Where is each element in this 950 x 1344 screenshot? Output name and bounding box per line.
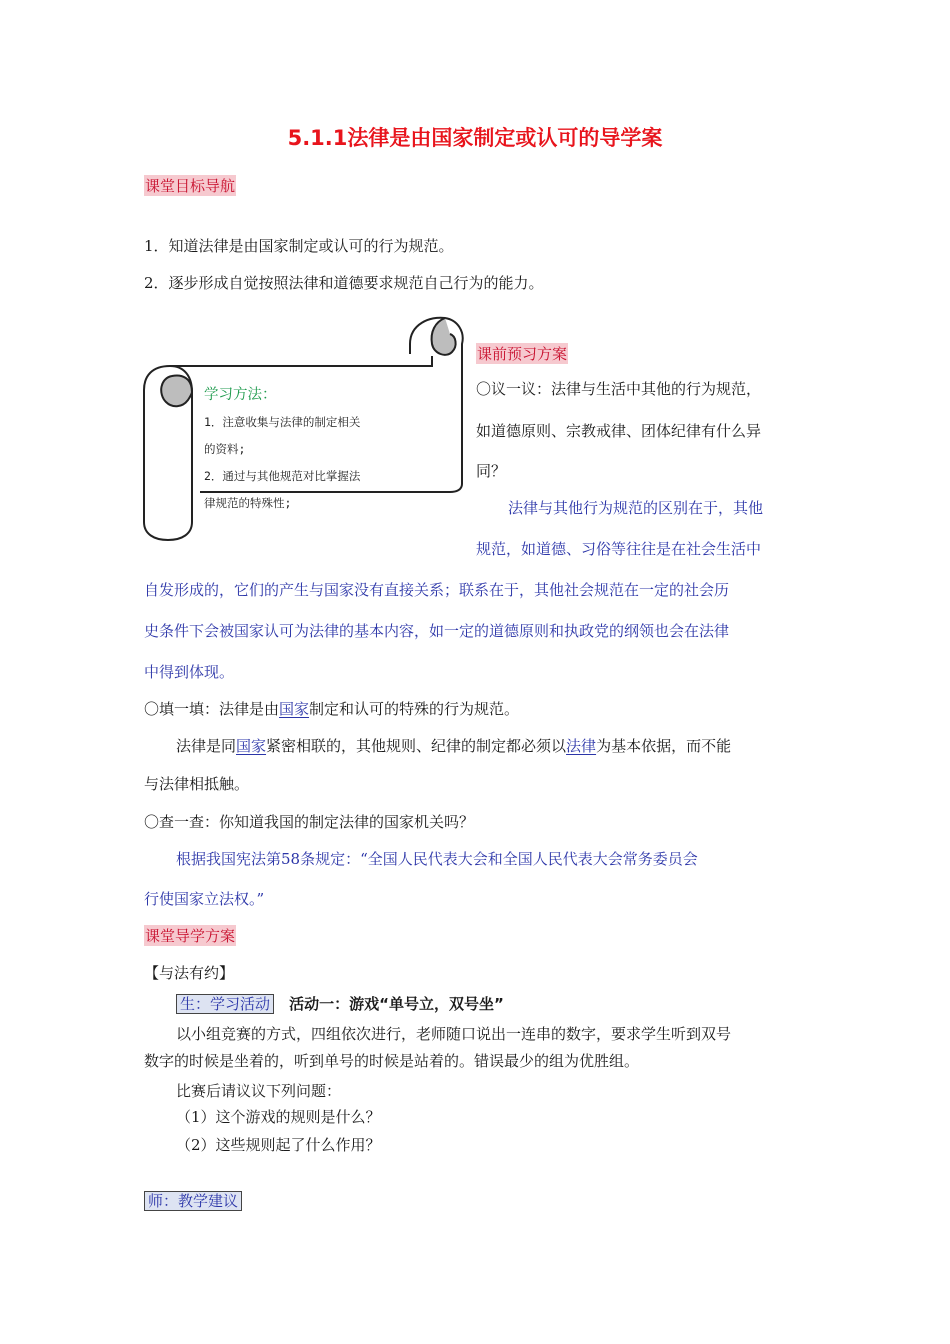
teacher-suggestion bbox=[144, 1190, 242, 1211]
discuss-question-line-3: 同？ bbox=[476, 462, 507, 480]
activity-paragraph-3: 比赛后请议议下列问题： bbox=[176, 1082, 342, 1100]
fill-text: 为基本依据，而不能 bbox=[596, 737, 732, 755]
check-answer-line-2: 行使国家立法权。” bbox=[144, 890, 265, 908]
fill-text: 〇填一填：法律是由 bbox=[144, 700, 280, 718]
activity-paragraph-2: 数字的时候是坐着的，听到单号的时候是站着的。错误最少的组为优胜组。 bbox=[144, 1052, 640, 1070]
fill-text: 法律是同 bbox=[176, 737, 237, 755]
fill-answer: 国家 bbox=[279, 700, 310, 718]
section-preview-heading: 课前预习方案 bbox=[477, 345, 568, 363]
fill-text: 紧密相联的，其他规则、纪律的制定都必须以 bbox=[266, 737, 567, 755]
scroll-line-1: 1．注意收集与法律的制定相关 bbox=[204, 415, 361, 429]
goal-item-2: 2．逐步形成自觉按照法律和道德要求规范自己行为的能力。 bbox=[144, 274, 544, 292]
fill-text: 制定和认可的特殊的行为规范。 bbox=[309, 700, 520, 718]
discuss-question-line-1: 〇议一议：法律与生活中其他的行为规范， bbox=[476, 380, 762, 398]
activity-question-2: （2）这些规则起了什么作用？ bbox=[176, 1136, 381, 1154]
fill-line-3: 与法律相抵触。 bbox=[144, 775, 250, 793]
activity-name: 活动一：游戏“单号立，双号坐” bbox=[289, 995, 504, 1013]
fill-answer: 法律 bbox=[566, 737, 597, 755]
teacher-suggestion-label: 师：教学建议 bbox=[144, 1191, 242, 1211]
scroll-heading: 学习方法： bbox=[204, 387, 277, 403]
fill-answer: 国家 bbox=[236, 737, 267, 755]
goal-item-1: 1．知道法律是由国家制定或认可的行为规范。 bbox=[144, 237, 454, 255]
discuss-answer-line-3: 自发形成的，它们的产生与国家没有直接关系；联系在于，其他社会规范在一定的社会历 bbox=[144, 581, 730, 599]
scroll-line-4: 律规范的特殊性; bbox=[204, 496, 292, 510]
section-goals-heading: 课堂目标导航 bbox=[145, 177, 236, 195]
discuss-answer-line-2: 规范，如道德、习俗等往往是在社会生活中 bbox=[476, 540, 762, 558]
fill-line-1 bbox=[144, 698, 519, 719]
discuss-answer-line-1: 法律与其他行为规范的区别在于，其他 bbox=[508, 499, 764, 517]
activity-header bbox=[176, 993, 504, 1014]
discuss-question-line-2: 如道德原则、宗教戒律、团体纪律有什么异 bbox=[476, 422, 762, 440]
scroll-line-3: 2．通过与其他规范对比掌握法 bbox=[204, 469, 361, 483]
check-answer-line-1: 根据我国宪法第58条规定：“全国人民代表大会和全国人民代表大会常务委员会 bbox=[176, 850, 698, 868]
page-title: 5.1.1法律是由国家制定或认可的导学案 bbox=[287, 126, 663, 150]
discuss-answer-line-5: 中得到体现。 bbox=[144, 663, 235, 681]
activity-paragraph-1: 以小组竞赛的方式，四组依次进行，老师随口说出一连串的数字，要求学生听到双号 bbox=[176, 1025, 732, 1043]
student-activity-label: 生：学习活动 bbox=[176, 994, 274, 1014]
activity-question-1: （1）这个游戏的规则是什么？ bbox=[176, 1108, 381, 1126]
scroll-line-2: 的资料; bbox=[204, 442, 246, 456]
check-question: 〇查一查：你知道我国的制定法律的国家机关吗？ bbox=[144, 813, 475, 831]
section-guide-heading: 课堂导学方案 bbox=[145, 927, 236, 945]
discuss-answer-line-4: 史条件下会被国家认可为法律的基本内容，如一定的道德原则和执政党的纲领也会在法律 bbox=[144, 622, 730, 640]
activity-bracket: 【与法有约】 bbox=[144, 964, 235, 982]
fill-line-2 bbox=[176, 735, 731, 756]
